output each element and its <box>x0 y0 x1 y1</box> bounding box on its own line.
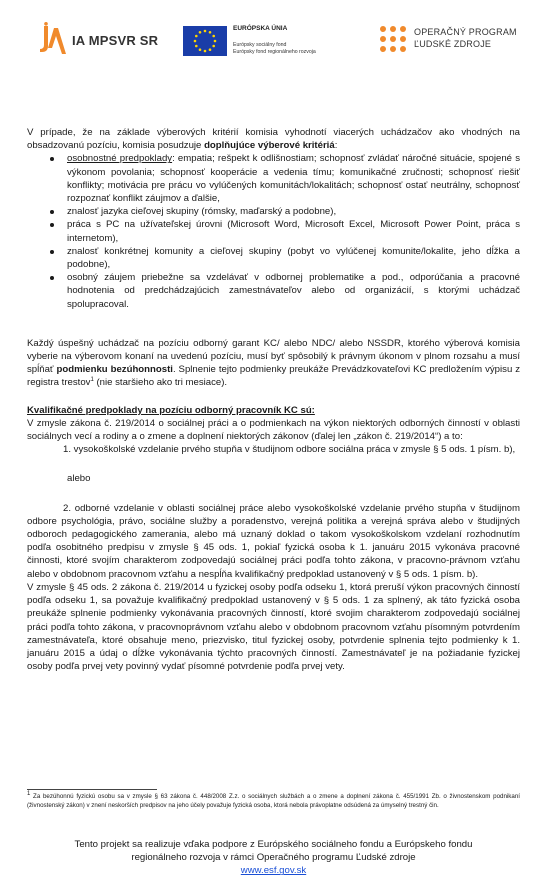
eu-flag-icon <box>183 26 227 56</box>
eu-title: EURÓPSKA ÚNIA <box>233 25 288 32</box>
qualification-intro: V zmysle zákona č. 219/2014 o sociálnej práci a o podmienkach na výkon niektorých odborných činností v oblasti sociálnych vecí a rodiny a o zmene a doplnení niektorých zákonov (ďalej len „zákon č. 219/2014“) a to: <box>27 417 520 443</box>
list-item-text: znalosť jazyka cieľovej skupiny (rómsky, maďarský a podobne), <box>67 206 337 218</box>
document-body <box>27 126 520 673</box>
footer-link[interactable]: www.esf.gov.sk <box>240 865 307 877</box>
footer-line2: regionálneho rozvoja v rámci Operačného programu Ľudské zdroje <box>131 852 416 864</box>
intro-bold: doplňujúce výberové kritériá <box>204 140 335 152</box>
qualification-heading: Kvalifikačné predpoklady na pozíciu odborný pracovník KC sú: <box>27 404 315 416</box>
eu-line2: Európsky fond regionálneho rozvoja <box>233 49 316 55</box>
list-item-text: : empatia; rešpekt k odlišnostiam; schopnosť zvládať náročné situácie, spojené s výkonom povolania; schopnosť kooperácie a vedenia tímu; komunikačné zručnosti; schopnosť riešiť konflikty; motivácia pre prácu vo vylúčených komunitách/lokalitách; schopnosť ostať neutrálny, schopnosť rozpoznať konflikt záujmov a ďalšie, <box>67 153 520 205</box>
eu-logo <box>183 22 363 62</box>
list-item-text: osobný záujem priebežne sa vzdelávať v odbornej problematike a pod., odporúčania a pracovné hodnotenia od predchádzajúcich zamestnávateľov alebo od organizácií, s ktorými uchádzač spolupracoval. <box>67 272 520 310</box>
intro-colon: : <box>334 140 338 152</box>
eu-line1: Európsky sociálny fond <box>233 42 287 48</box>
qualification-item-1: 1. vysokoškolské vzdelanie prvého stupňa v študijnom odbore sociálna práca v zmysle § 5 ods. 1 písm. b), <box>63 444 516 456</box>
footnote-ref: 1 <box>90 377 94 384</box>
op-line1: OPERAČNÝ PROGRAM <box>414 27 517 37</box>
footnote-text: Za bezúhonnú fyzickú osobu sa v zmysle § 63 zákona č. 448/2008 Z.z. o sociálnych službách a o zmene a doplnení zákona č. 455/1991 Zb. o živnostenskom podnikaní (živnostenský zákon) v znení neskorších predpisov na jeho účely považuje fyzická osoba, ktorá nebola právoplatne odsúdená za úmyselný trestný čin. <box>27 793 520 809</box>
criteria-list <box>27 152 520 310</box>
list-item <box>27 218 520 244</box>
list-item <box>27 271 520 311</box>
qualification-item-2: 2. odborné vzdelanie v oblasti sociálnej práce alebo vysokoškolské vzdelanie prvého stupňa v študijnom odbore psychológia, právo, sociálne služby a poradenstvo, verejná politika a verejná správa alebo v študijných odboroch pedagogického zamerania, alebo má uznaný doklad o takom vysokoškolskom vzdelaní rozhodnutím podľa osobitného predpisu v zmysle § 45 ods. 1, pokiaľ fyzická osoba k 1. januáru 2015 vykonáva pracovné činnosti, ktoré svojím charakterom zodpovedajú sociálnej práci podľa tohto zákona, v pracovno-právnom vzťahu alebo v obdobnom pracovnom vzťahu a nespĺňa kvalifikačný predpoklad ustanovený v § 5 ods. 1 písm. b). <box>27 502 520 580</box>
integrity-text-3: (nie staršieho ako tri mesiace). <box>93 377 228 389</box>
list-item-underlined: osobnostné predpoklady <box>67 153 173 165</box>
footnote <box>27 792 520 810</box>
intro-paragraph <box>27 126 520 152</box>
list-item-text: znalosť konkrétnej komunity a cieľovej skupiny (pobyt vo vylúčenej komunite/lokalite, jeho dĺžka a podobne), <box>67 245 520 271</box>
integrity-paragraph <box>27 337 520 390</box>
bullet-icon <box>50 276 54 280</box>
list-item <box>27 152 520 205</box>
integrity-text-2: . Splnenie tejto podmienky preukáže Prevádzkovateľovi KC predložením výpisu z registra trestov <box>27 364 521 389</box>
footnote-divider <box>27 789 157 790</box>
bullet-icon <box>50 250 54 254</box>
op-dots-icon <box>378 24 408 54</box>
list-item <box>27 245 520 271</box>
ia-mpsvr-logo-text: IA MPSVR SR <box>72 33 159 48</box>
integrity-text: Každý úspešný uchádzač na pozíciu odborný garant KC/ alebo NDC/ alebo NSSDR, ktorého výberová komisia vyberie na výberovom konaní na uvedenú pozíciu, musí byť spôsobilý k právnym úkonom v plnom rozsahu a musí spĺňať <box>27 337 520 376</box>
ia-mpsvr-logo-icon <box>38 22 68 58</box>
footnote-number: 1 <box>27 790 31 797</box>
list-item-text: práca s PC na užívateľskej úrovni (Microsoft Word, Microsoft Excel, Microsoft Power Point, práca s internetom), <box>67 219 520 244</box>
footer-line1: Tento projekt sa realizuje vďaka podpore z Európského sociálneho fondu a Európskeho fondu <box>74 839 473 850</box>
ia-mpsvr-logo <box>38 22 158 58</box>
bullet-icon <box>50 223 54 227</box>
page-footer <box>27 838 520 878</box>
qualification-or: alebo <box>67 473 91 485</box>
list-item <box>27 205 520 218</box>
qualification-paragraph: V zmysle § 45 ods. 2 zákona č. 219/2014 u fyzickej osoby podľa odseku 1, ktorá preruší výkon pracovných činností podľa odseku 1, sa považuje kvalifikačný predpoklad ustanovený v § 5 ods. 1 za splnený, ak táto fyzická osoba preukáže splnenie podmienky vykonávania pracovných činností, ktoré svojim charakterom zodpovedajú sociálnej práci podľa tohto zákona, v pracovnoprávnom vzťahu alebo v obdobnom pracovnom vzťahu písomným potvrdením zamestnávateľa, ktoré obsahuje meno, priezvisko, titul fyzickej osoby, potvrdenie splnenia tejto podmienky k 1. januáru 2015 a údaj o dĺžke vykonávania týchto pracovných činností. Zamestnávateľ je na požiadanie fyzickej osoby podľa prvej vety povinný vydať písomné potvrdenie podľa prvej vety. <box>27 581 520 673</box>
bullet-icon <box>50 157 54 161</box>
intro-text: V prípade, že na základe výberových kritérií komisia vyhodnotí viacerých uchádzačov ako vhodných na obsadzovanú pozíciu, komisia posudzuje <box>27 127 520 152</box>
integrity-bold: podmienku bezúhonnosti <box>56 364 173 376</box>
op-ludske-zdroje-logo <box>378 22 538 62</box>
bullet-icon <box>50 210 54 214</box>
page-header <box>0 0 547 80</box>
op-line2: ĽUDSKÉ ZDROJE <box>414 39 492 49</box>
